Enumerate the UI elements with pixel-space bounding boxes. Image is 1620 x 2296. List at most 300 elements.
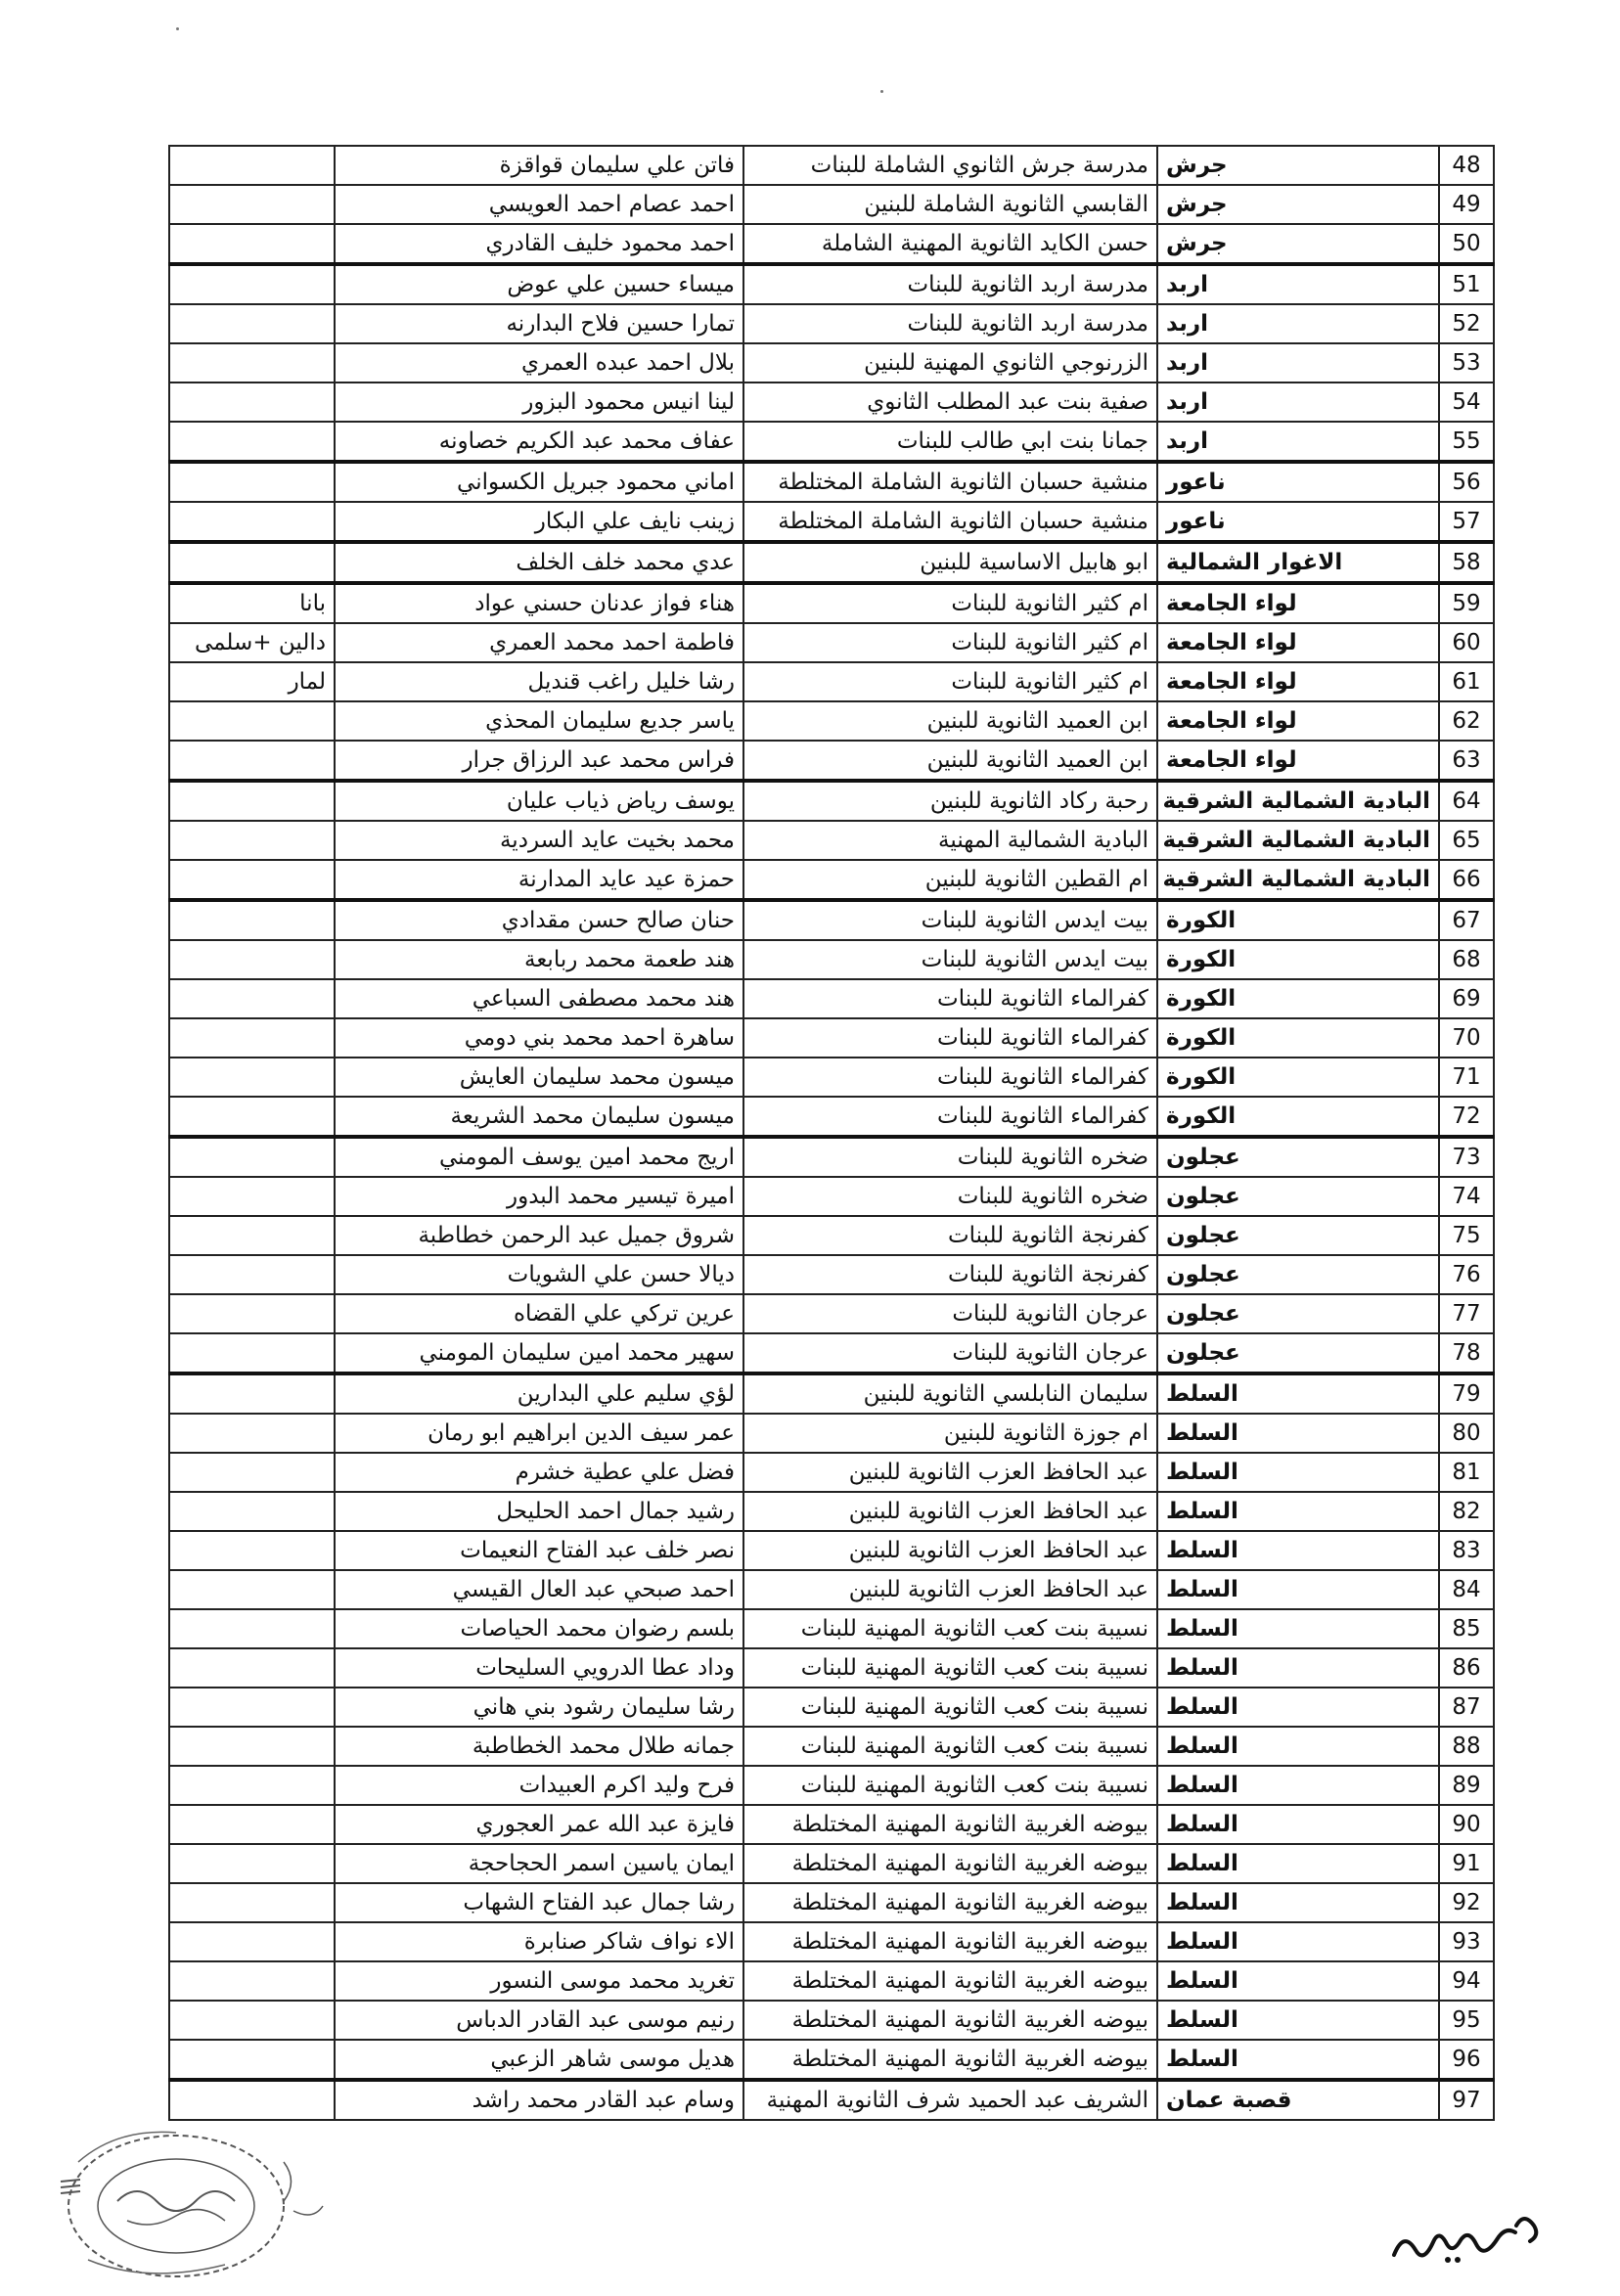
teacher-name-cell: ميسون سليمان محمد الشريعة (335, 1097, 743, 1137)
school-cell: بيوضه الغربية الثانوية المهنية المختلطة (743, 2040, 1157, 2080)
directorate-cell: السلط (1157, 1570, 1439, 1609)
school-cell: عرجان الثانوية للبنات (743, 1333, 1157, 1373)
school-cell: ضخره الثانوية للبنات (743, 1137, 1157, 1177)
row-number: 96 (1439, 2040, 1494, 2080)
notes-cell (169, 502, 335, 542)
table-row (169, 940, 1494, 979)
row-number: 91 (1439, 1844, 1494, 1883)
table-row (169, 1255, 1494, 1294)
table-row (169, 1333, 1494, 1373)
table-row (169, 741, 1494, 781)
scan-speck (880, 90, 883, 93)
directorate-cell: السلط (1157, 1922, 1439, 1961)
teacher-name-cell: ساهرة احمد محمد بني دومي (335, 1018, 743, 1058)
row-number: 81 (1439, 1453, 1494, 1492)
teacher-name-cell: وداد عطا الدرويي السليحات (335, 1648, 743, 1688)
table-row (169, 662, 1494, 701)
notes-cell (169, 2080, 335, 2120)
directorate-cell: الكورة (1157, 900, 1439, 940)
table-row (169, 900, 1494, 940)
table-row (169, 1609, 1494, 1648)
notes-cell (169, 1333, 335, 1373)
school-cell: كفرنجة الثانوية للبنات (743, 1216, 1157, 1255)
row-number: 95 (1439, 2001, 1494, 2040)
school-cell: الزرنوجي الثانوي المهنية للبنين (743, 343, 1157, 383)
table-row (169, 1294, 1494, 1333)
table-row (169, 264, 1494, 304)
row-number: 82 (1439, 1492, 1494, 1531)
directorate-cell: عجلون (1157, 1255, 1439, 1294)
school-cell: عبد الحافظ العزب الثانوية للبنين (743, 1570, 1157, 1609)
table-row (169, 1648, 1494, 1688)
row-number: 75 (1439, 1216, 1494, 1255)
notes-cell: دالين +سلمى (169, 623, 335, 662)
teacher-name-cell: محمد بخيت عايد السردية (335, 821, 743, 860)
row-number: 55 (1439, 422, 1494, 462)
row-number: 53 (1439, 343, 1494, 383)
teacher-name-cell: عمر سيف الدين ابراهيم ابو رمان (335, 1414, 743, 1453)
directorate-cell: الكورة (1157, 1018, 1439, 1058)
directorate-cell: جرش (1157, 224, 1439, 264)
teacher-name-cell: حنان صالح حسن مقدادي (335, 900, 743, 940)
school-cell: ابو هابيل الاساسية للبنين (743, 542, 1157, 583)
teacher-name-cell: هند محمد مصطفى السباعي (335, 979, 743, 1018)
directorate-cell: السلط (1157, 1609, 1439, 1648)
directorate-cell: ناعور (1157, 502, 1439, 542)
table-row (169, 1883, 1494, 1922)
table-row (169, 701, 1494, 741)
row-number: 92 (1439, 1883, 1494, 1922)
notes-cell (169, 2001, 335, 2040)
handwritten-signature-icon (1389, 2206, 1546, 2274)
row-number: 50 (1439, 224, 1494, 264)
teacher-name-cell: ميساء حسين علي عوض (335, 264, 743, 304)
teacher-name-cell: سهير محمد امين سليمان المومني (335, 1333, 743, 1373)
school-cell: حسن الكايد الثانوية المهنية الشاملة (743, 224, 1157, 264)
table-row (169, 383, 1494, 422)
directorate-cell: السلط (1157, 1492, 1439, 1531)
table-row (169, 979, 1494, 1018)
directorate-cell: السلط (1157, 1648, 1439, 1688)
notes-cell (169, 1570, 335, 1609)
table-row (169, 583, 1494, 623)
notes-cell (169, 1727, 335, 1766)
school-cell: كفرنجة الثانوية للبنات (743, 1255, 1157, 1294)
notes-cell (169, 1137, 335, 1177)
teacher-name-cell: فاطمة احمد محمد العمري (335, 623, 743, 662)
notes-cell (169, 1844, 335, 1883)
row-number: 56 (1439, 462, 1494, 502)
row-number: 89 (1439, 1766, 1494, 1805)
row-number: 84 (1439, 1570, 1494, 1609)
row-number: 61 (1439, 662, 1494, 701)
teachers-table-body (169, 146, 1494, 2120)
notes-cell (169, 462, 335, 502)
teacher-name-cell: نصر خلف عبد الفتاح النعيمات (335, 1531, 743, 1570)
table-row (169, 1688, 1494, 1727)
directorate-cell: جرش (1157, 185, 1439, 224)
directorate-cell: لواء الجامعة (1157, 583, 1439, 623)
table-row (169, 1414, 1494, 1453)
notes-cell (169, 821, 335, 860)
table-row (169, 1373, 1494, 1414)
notes-cell (169, 701, 335, 741)
table-row (169, 542, 1494, 583)
school-cell: ام كثير الثانوية للبنات (743, 662, 1157, 701)
notes-cell (169, 304, 335, 343)
scan-speck (176, 27, 179, 30)
school-cell: نسيبة بنت كعب الثانوية المهنية للبنات (743, 1688, 1157, 1727)
notes-cell (169, 1805, 335, 1844)
directorate-cell: عجلون (1157, 1216, 1439, 1255)
directorate-cell: اربد (1157, 383, 1439, 422)
row-number: 67 (1439, 900, 1494, 940)
teacher-name-cell: حمزة عيد عايد المدارنة (335, 860, 743, 900)
directorate-cell: السلط (1157, 1727, 1439, 1766)
teacher-name-cell: فايزة عبد الله عمر العجوري (335, 1805, 743, 1844)
teacher-name-cell: اماني محمود جبريل الكسواني (335, 462, 743, 502)
directorate-cell: الكورة (1157, 979, 1439, 1018)
row-number: 74 (1439, 1177, 1494, 1216)
table-row (169, 860, 1494, 900)
school-cell: ضخره الثانوية للبنات (743, 1177, 1157, 1216)
row-number: 62 (1439, 701, 1494, 741)
table-row (169, 1097, 1494, 1137)
row-number: 78 (1439, 1333, 1494, 1373)
row-number: 58 (1439, 542, 1494, 583)
school-cell: عبد الحافظ العزب الثانوية للبنين (743, 1453, 1157, 1492)
teacher-name-cell: جمانه طلال محمد الخطاطبة (335, 1727, 743, 1766)
directorate-cell: عجلون (1157, 1333, 1439, 1373)
teacher-name-cell: ميسون محمد سليمان العايش (335, 1058, 743, 1097)
row-number: 79 (1439, 1373, 1494, 1414)
school-cell: بيوضه الغربية الثانوية المهنية المختلطة (743, 1961, 1157, 2001)
school-cell: ام كثير الثانوية للبنات (743, 623, 1157, 662)
teacher-name-cell: ايمان ياسين اسمر الحجاحجة (335, 1844, 743, 1883)
teacher-name-cell: فضل علي عطية خشرم (335, 1453, 743, 1492)
teacher-name-cell: تغريد محمد موسى النسور (335, 1961, 743, 2001)
table-row (169, 185, 1494, 224)
row-number: 85 (1439, 1609, 1494, 1648)
school-cell: ابن العميد الثانوية للبنين (743, 741, 1157, 781)
teacher-name-cell: تمارا حسين فلاح البدارنه (335, 304, 743, 343)
teacher-name-cell: لؤي سليم علي البدارين (335, 1373, 743, 1414)
directorate-cell: السلط (1157, 1766, 1439, 1805)
table-row (169, 623, 1494, 662)
notes-cell (169, 1294, 335, 1333)
teacher-name-cell: الاء نواف شاكر صنابرة (335, 1922, 743, 1961)
school-cell: صفية بنت عبد المطلب الثانوي (743, 383, 1157, 422)
notes-cell (169, 860, 335, 900)
row-number: 69 (1439, 979, 1494, 1018)
directorate-cell: ناعور (1157, 462, 1439, 502)
row-number: 63 (1439, 741, 1494, 781)
table-row (169, 1570, 1494, 1609)
school-cell: بيت ايدس الثانوية للبنات (743, 940, 1157, 979)
row-number: 71 (1439, 1058, 1494, 1097)
teacher-name-cell: هديل موسى شاهر الزعبي (335, 2040, 743, 2080)
directorate-cell: جرش (1157, 146, 1439, 185)
teacher-name-cell: رشا جمال عبد الفتاح الشهاب (335, 1883, 743, 1922)
school-cell: مدرسة اربد الثانوية للبنات (743, 264, 1157, 304)
notes-cell (169, 940, 335, 979)
directorate-cell: السلط (1157, 2040, 1439, 2080)
row-number: 48 (1439, 146, 1494, 185)
school-cell: كفرالماء الثانوية للبنات (743, 979, 1157, 1018)
school-cell: سليمان النابلسي الثانوية للبنين (743, 1373, 1157, 1414)
notes-cell (169, 741, 335, 781)
directorate-cell: السلط (1157, 1688, 1439, 1727)
notes-cell (169, 422, 335, 462)
row-number: 59 (1439, 583, 1494, 623)
school-cell: بيوضه الغربية الثانوية المهنية المختلطة (743, 1883, 1157, 1922)
school-cell: عبد الحافظ العزب الثانوية للبنين (743, 1531, 1157, 1570)
notes-cell (169, 1177, 335, 1216)
school-cell: بيت ايدس الثانوية للبنات (743, 900, 1157, 940)
row-number: 72 (1439, 1097, 1494, 1137)
row-number: 94 (1439, 1961, 1494, 2001)
directorate-cell: السلط (1157, 2001, 1439, 2040)
table-row (169, 2080, 1494, 2120)
notes-cell (169, 1255, 335, 1294)
table-row (169, 1961, 1494, 2001)
directorate-cell: السلط (1157, 1531, 1439, 1570)
directorate-cell: السلط (1157, 1883, 1439, 1922)
teacher-name-cell: زينب نايف علي البكار (335, 502, 743, 542)
row-number: 65 (1439, 821, 1494, 860)
directorate-cell: لواء الجامعة (1157, 662, 1439, 701)
school-cell: بيوضه الغربية الثانوية المهنية المختلطة (743, 1805, 1157, 1844)
directorate-cell: السلط (1157, 1961, 1439, 2001)
teacher-name-cell: عدي محمد خلف الخلف (335, 542, 743, 583)
teacher-name-cell: عفاف محمد عبد الكريم خصاونه (335, 422, 743, 462)
row-number: 51 (1439, 264, 1494, 304)
school-cell: ام جوزة الثانوية للبنين (743, 1414, 1157, 1453)
notes-cell (169, 1058, 335, 1097)
notes-cell (169, 1961, 335, 2001)
row-number: 86 (1439, 1648, 1494, 1688)
directorate-cell: السلط (1157, 1844, 1439, 1883)
teachers-table (168, 145, 1495, 2121)
directorate-cell: السلط (1157, 1805, 1439, 1844)
notes-cell (169, 900, 335, 940)
school-cell: منشية حسبان الثانوية الشاملة المختلطة (743, 462, 1157, 502)
row-number: 87 (1439, 1688, 1494, 1727)
directorate-cell: البادية الشمالية الشرقية (1157, 860, 1439, 900)
row-number: 97 (1439, 2080, 1494, 2120)
table-row (169, 422, 1494, 462)
notes-cell (169, 1609, 335, 1648)
table-row (169, 502, 1494, 542)
directorate-cell: السلط (1157, 1453, 1439, 1492)
table-row (169, 2001, 1494, 2040)
row-number: 49 (1439, 185, 1494, 224)
school-cell: منشية حسبان الثانوية الشاملة المختلطة (743, 502, 1157, 542)
table-row (169, 1018, 1494, 1058)
row-number: 60 (1439, 623, 1494, 662)
school-cell: الشريف عبد الحميد شرف الثانوية المهنية (743, 2080, 1157, 2120)
directorate-cell: اربد (1157, 304, 1439, 343)
teacher-name-cell: بلال احمد عبده العمري (335, 343, 743, 383)
directorate-cell: عجلون (1157, 1177, 1439, 1216)
notes-cell (169, 1414, 335, 1453)
table-row (169, 1766, 1494, 1805)
table-row (169, 304, 1494, 343)
table-row (169, 821, 1494, 860)
row-number: 83 (1439, 1531, 1494, 1570)
row-number: 76 (1439, 1255, 1494, 1294)
school-cell: بيوضه الغربية الثانوية المهنية المختلطة (743, 1844, 1157, 1883)
teacher-name-cell: يوسف رياض ذياب عليان (335, 781, 743, 821)
teacher-name-cell: ديالا حسن علي الشويات (335, 1255, 743, 1294)
teacher-name-cell: وسام عبد القادر محمد راشد (335, 2080, 743, 2120)
school-cell: كفرالماء الثانوية للبنات (743, 1058, 1157, 1097)
notes-cell (169, 1492, 335, 1531)
table-row (169, 343, 1494, 383)
table-row (169, 1216, 1494, 1255)
directorate-cell: عجلون (1157, 1294, 1439, 1333)
school-cell: البادية الشمالية المهنية (743, 821, 1157, 860)
row-number: 52 (1439, 304, 1494, 343)
directorate-cell: عجلون (1157, 1137, 1439, 1177)
school-cell: نسيبة بنت كعب الثانوية المهنية للبنات (743, 1727, 1157, 1766)
school-cell: رحبة ركاد الثانوية للبنين (743, 781, 1157, 821)
teacher-name-cell: اريج محمد امين يوسف المومني (335, 1137, 743, 1177)
directorate-cell: لواء الجامعة (1157, 741, 1439, 781)
school-cell: جمانا بنت ابي طالب للبنات (743, 422, 1157, 462)
notes-cell (169, 1373, 335, 1414)
notes-cell (169, 1688, 335, 1727)
teacher-name-cell: احمد محمود خليف القادري (335, 224, 743, 264)
notes-cell (169, 383, 335, 422)
table-row (169, 1844, 1494, 1883)
school-cell: كفرالماء الثانوية للبنات (743, 1097, 1157, 1137)
row-number: 90 (1439, 1805, 1494, 1844)
row-number: 77 (1439, 1294, 1494, 1333)
notes-cell (169, 343, 335, 383)
notes-cell (169, 185, 335, 224)
table-row (169, 781, 1494, 821)
table-row (169, 1058, 1494, 1097)
directorate-cell: لواء الجامعة (1157, 623, 1439, 662)
table-row (169, 2040, 1494, 2080)
school-cell: نسيبة بنت كعب الثانوية المهنية للبنات (743, 1648, 1157, 1688)
school-cell: عبد الحافظ العزب الثانوية للبنين (743, 1492, 1157, 1531)
teacher-name-cell: رشيد جمال احمد الحليحل (335, 1492, 743, 1531)
school-cell: ام كثير الثانوية للبنات (743, 583, 1157, 623)
notes-cell (169, 146, 335, 185)
row-number: 88 (1439, 1727, 1494, 1766)
teacher-name-cell: بلسم رضوان محمد الحياصات (335, 1609, 743, 1648)
table-row (169, 1922, 1494, 1961)
table-row (169, 1492, 1494, 1531)
table-row (169, 1531, 1494, 1570)
school-cell: كفرالماء الثانوية للبنات (743, 1018, 1157, 1058)
school-cell: عرجان الثانوية للبنات (743, 1294, 1157, 1333)
directorate-cell: السلط (1157, 1373, 1439, 1414)
teacher-name-cell: رشا سليمان رشود بني هاني (335, 1688, 743, 1727)
notes-cell (169, 1648, 335, 1688)
teacher-name-cell: احمد صبحي عبد العال القيسي (335, 1570, 743, 1609)
school-cell: مدرسة جرش الثانوي الشاملة للبنات (743, 146, 1157, 185)
notes-cell (169, 2040, 335, 2080)
row-number: 70 (1439, 1018, 1494, 1058)
teacher-name-cell: فاتن علي سليمان قواقزة (335, 146, 743, 185)
school-cell: بيوضه الغربية الثانوية المهنية المختلطة (743, 1922, 1157, 1961)
row-number: 93 (1439, 1922, 1494, 1961)
table-row (169, 1805, 1494, 1844)
row-number: 80 (1439, 1414, 1494, 1453)
notes-cell: بانا (169, 583, 335, 623)
row-number: 68 (1439, 940, 1494, 979)
notes-cell (169, 1097, 335, 1137)
directorate-cell: السلط (1157, 1414, 1439, 1453)
official-stamp-icon (59, 2123, 362, 2279)
directorate-cell: الكورة (1157, 940, 1439, 979)
notes-cell (169, 1922, 335, 1961)
notes-cell (169, 224, 335, 264)
teacher-name-cell: لينا انيس محمود البزور (335, 383, 743, 422)
directorate-cell: الكورة (1157, 1058, 1439, 1097)
notes-cell (169, 1531, 335, 1570)
table-row (169, 1137, 1494, 1177)
row-number: 73 (1439, 1137, 1494, 1177)
directorate-cell: قصبة عمان (1157, 2080, 1439, 2120)
directorate-cell: البادية الشمالية الشرقية (1157, 821, 1439, 860)
directorate-cell: اربد (1157, 264, 1439, 304)
directorate-cell: الكورة (1157, 1097, 1439, 1137)
teacher-name-cell: هناء فواز عدنان حسني عواد (335, 583, 743, 623)
notes-cell (169, 264, 335, 304)
row-number: 64 (1439, 781, 1494, 821)
teacher-name-cell: رنيم موسى عبد القادر الدباس (335, 2001, 743, 2040)
directorate-cell: الاغوار الشمالية (1157, 542, 1439, 583)
school-cell: ابن العميد الثانوية للبنين (743, 701, 1157, 741)
teacher-name-cell: رشا خليل راغب قنديل (335, 662, 743, 701)
table-row (169, 146, 1494, 185)
teacher-name-cell: شروق جميل عبد الرحمن خطاطبة (335, 1216, 743, 1255)
directorate-cell: اربد (1157, 422, 1439, 462)
school-cell: نسيبة بنت كعب الثانوية المهنية للبنات (743, 1766, 1157, 1805)
directorate-cell: لواء الجامعة (1157, 701, 1439, 741)
teacher-name-cell: فرح وليد اكرم العبيدات (335, 1766, 743, 1805)
row-number: 66 (1439, 860, 1494, 900)
school-cell: نسيبة بنت كعب الثانوية المهنية للبنات (743, 1609, 1157, 1648)
notes-cell (169, 1453, 335, 1492)
teacher-name-cell: احمد عصام احمد العويسي (335, 185, 743, 224)
row-number: 54 (1439, 383, 1494, 422)
teacher-name-cell: هند طعمة محمد ربابعة (335, 940, 743, 979)
notes-cell (169, 1018, 335, 1058)
notes-cell (169, 979, 335, 1018)
notes-cell (169, 1766, 335, 1805)
teacher-name-cell: عرين تركي علي القضاه (335, 1294, 743, 1333)
teacher-name-cell: اميرة تيسير محمد البدور (335, 1177, 743, 1216)
table-row (169, 1177, 1494, 1216)
table-row (169, 1727, 1494, 1766)
row-number: 57 (1439, 502, 1494, 542)
table-row (169, 462, 1494, 502)
notes-cell (169, 542, 335, 583)
school-cell: القابسي الثانوية الشاملة للبنين (743, 185, 1157, 224)
school-cell: ام القطين الثانوية للبنين (743, 860, 1157, 900)
directorate-cell: اربد (1157, 343, 1439, 383)
directorate-cell: البادية الشمالية الشرقية (1157, 781, 1439, 821)
teacher-name-cell: فراس محمد عبد الرزاق جرار (335, 741, 743, 781)
school-cell: بيوضه الغربية الثانوية المهنية المختلطة (743, 2001, 1157, 2040)
table-row (169, 224, 1494, 264)
school-cell: مدرسة اربد الثانوية للبنات (743, 304, 1157, 343)
